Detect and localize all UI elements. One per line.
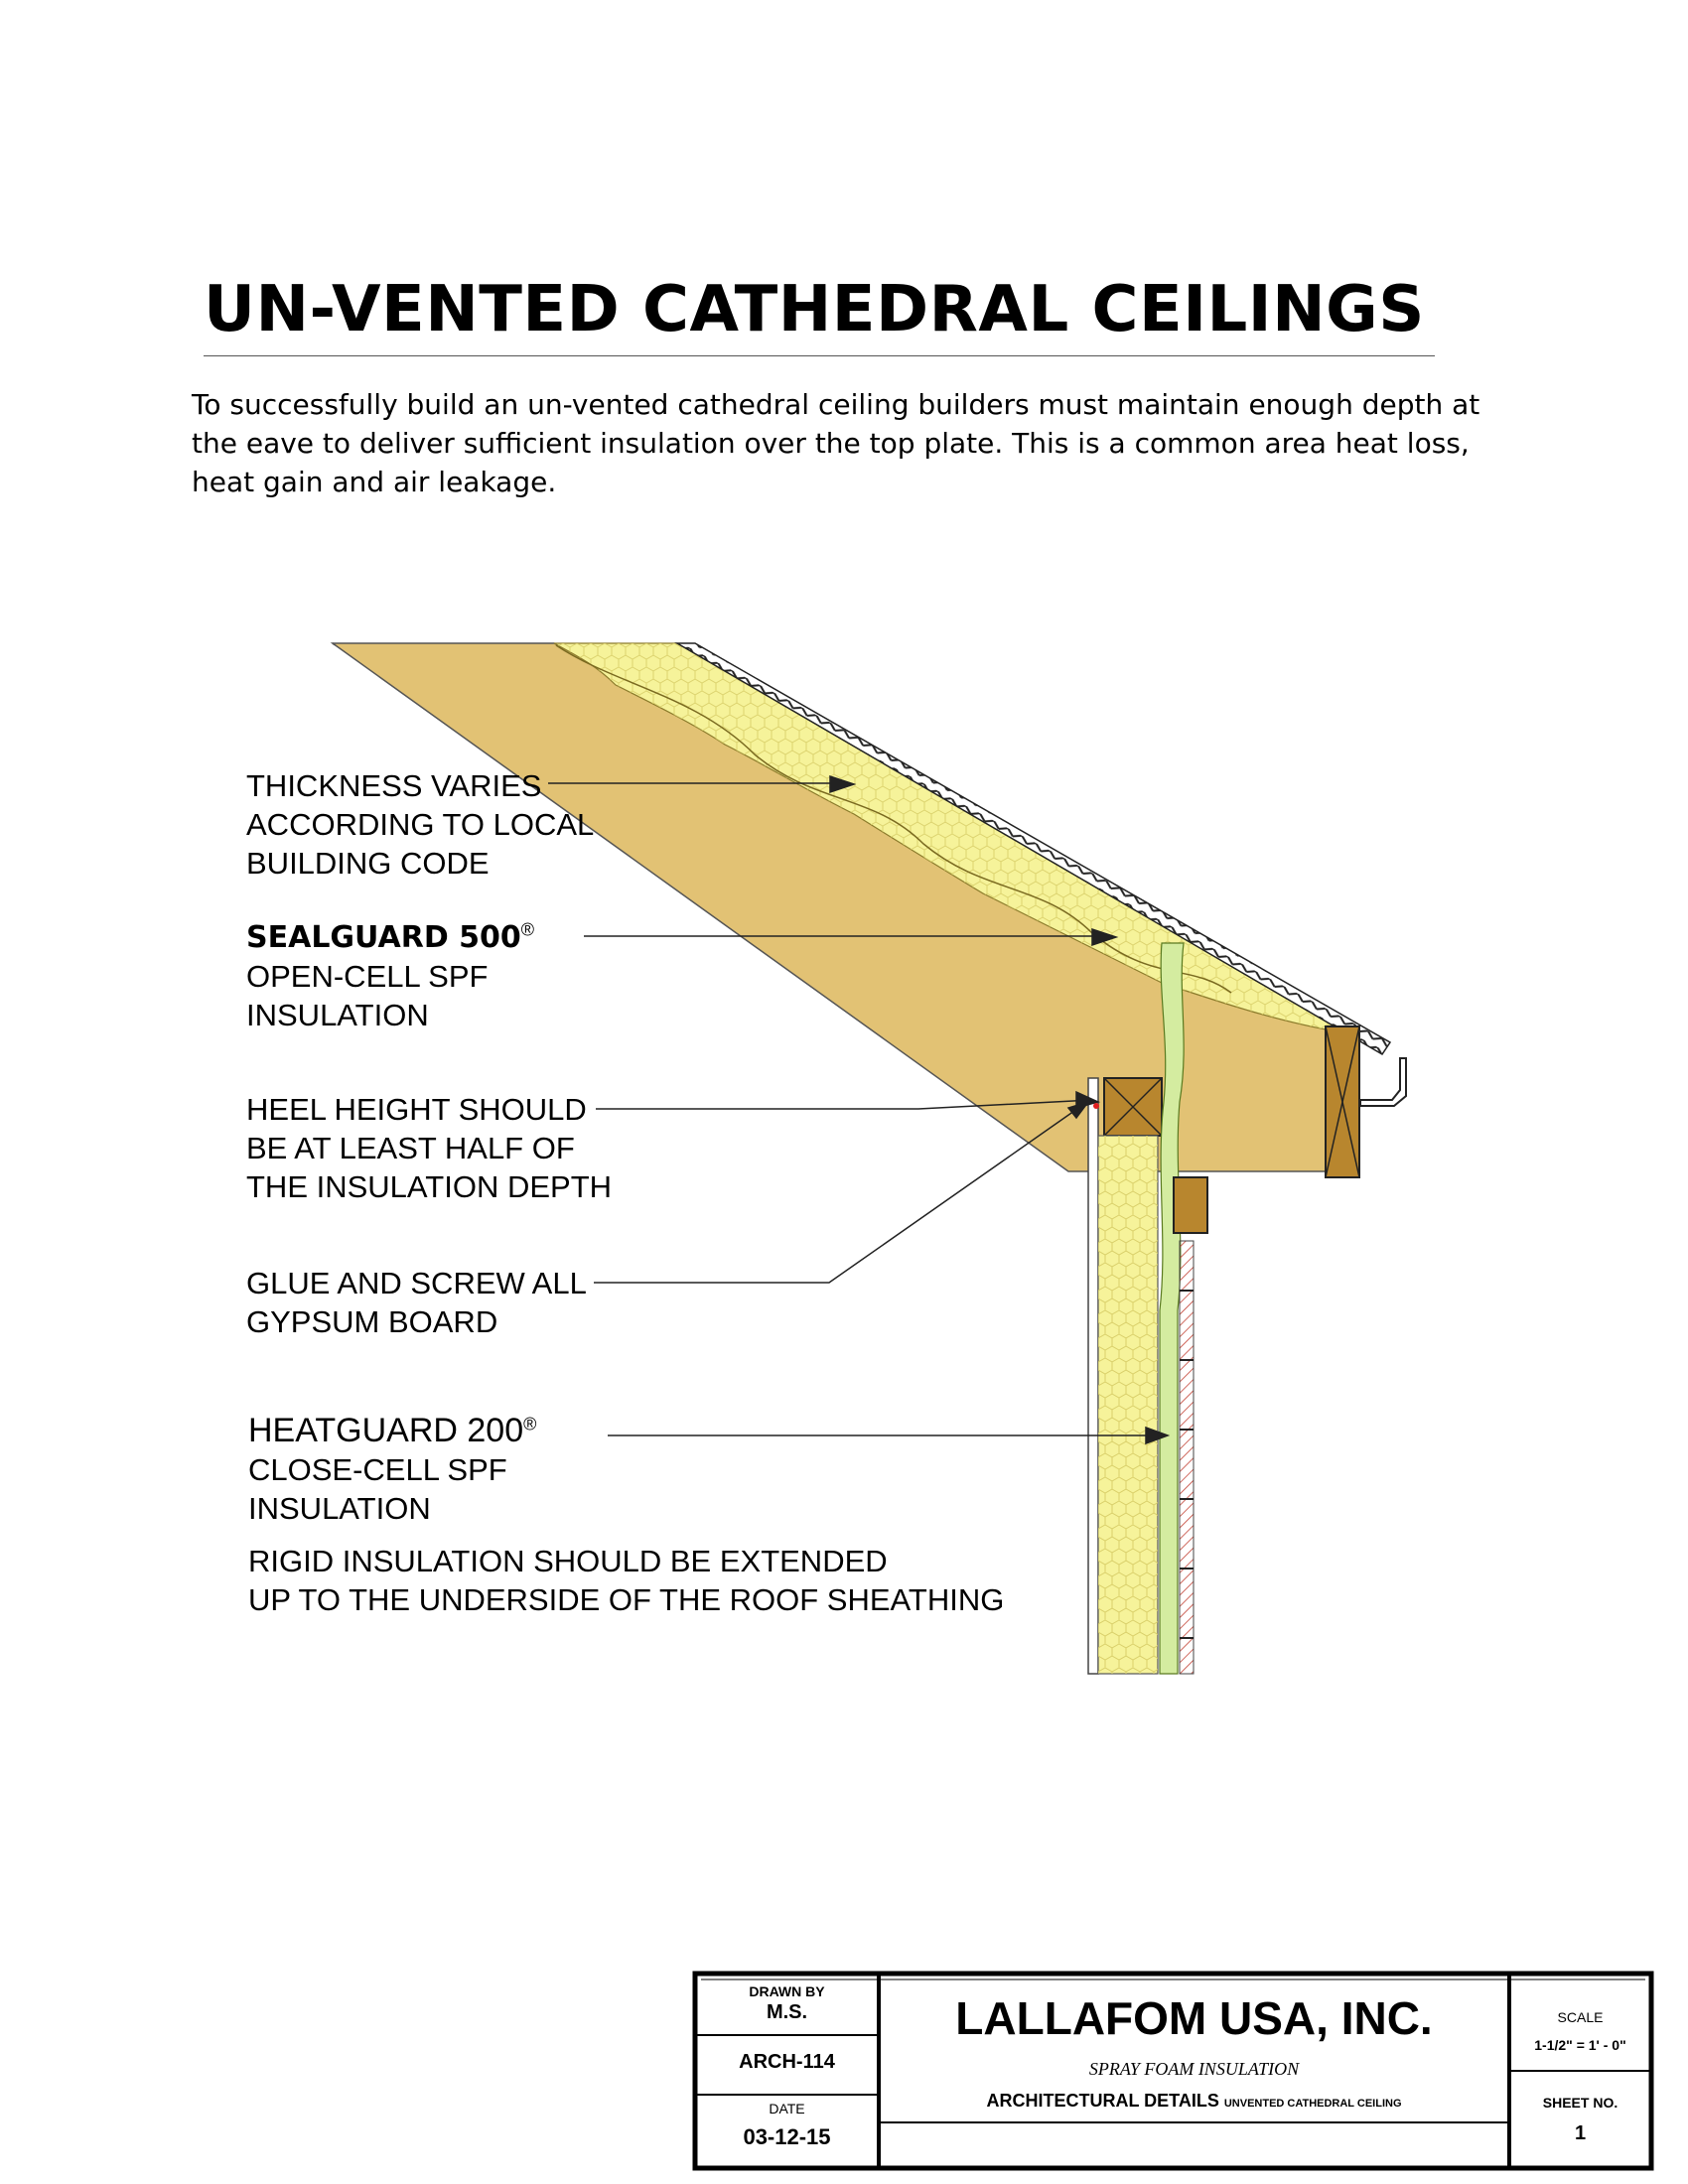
callout-thickness-line: BUILDING CODE bbox=[246, 846, 490, 881]
callout-heatguard-line: INSULATION bbox=[248, 1491, 431, 1526]
callout-heel-line: BE AT LEAST HALF OF bbox=[246, 1131, 575, 1165]
callout-rigid-line: UP TO THE UNDERSIDE OF THE ROOF SHEATHING bbox=[248, 1582, 1005, 1617]
callout-thickness-line: ACCORDING TO LOCAL bbox=[246, 807, 595, 842]
heatguard-product-name: HEATGUARD 200 bbox=[248, 1412, 524, 1449]
callout-gypsum-line: GYPSUM BOARD bbox=[246, 1304, 498, 1339]
callout-thickness-line: THICKNESS VARIES bbox=[246, 768, 542, 803]
company-name: LALLAFOM USA, INC. bbox=[955, 1992, 1433, 2044]
details-label: ARCHITECTURAL DETAILS bbox=[986, 2091, 1219, 2111]
sealguard-product-name: SEALGUARD 500 bbox=[246, 920, 521, 955]
intro-paragraph: To successfully build an un-vented cathedral ceiling builders must maintain enough depth at the eave to deliver sufficient insulation over the top plate. This is a common area heat loss, heat gain and air leakage. bbox=[192, 388, 1480, 498]
drawing-number: ARCH-114 bbox=[739, 2051, 835, 2073]
callout-sealguard-line: INSULATION bbox=[246, 998, 429, 1032]
date-value: 03-12-15 bbox=[743, 2124, 831, 2149]
callout-heel-line: HEEL HEIGHT SHOULD bbox=[246, 1092, 587, 1127]
callout-sealguard-line: OPEN-CELL SPF bbox=[246, 959, 489, 994]
callout-rigid-line: RIGID INSULATION SHOULD BE EXTENDED bbox=[248, 1544, 888, 1578]
drawn-by-label: DRAWN BY bbox=[749, 1983, 825, 1999]
page-title: UN-VENTED CATHEDRAL CEILINGS bbox=[204, 273, 1425, 346]
drawn-by-value: M.S. bbox=[766, 2001, 808, 2023]
registered-mark: ® bbox=[520, 919, 535, 940]
date-label: DATE bbox=[769, 2101, 805, 2116]
registered-mark: ® bbox=[523, 1414, 537, 1434]
details-subtitle: UNVENTED CATHEDRAL CEILING bbox=[1223, 2098, 1402, 2110]
scale-value: 1-1/2" = 1' - 0" bbox=[1534, 2037, 1626, 2053]
company-tagline: SPRAY FOAM INSULATION bbox=[1088, 2059, 1300, 2079]
callout-heatguard-line: CLOSE-CELL SPF bbox=[248, 1452, 507, 1487]
sheet-number: 1 bbox=[1574, 2122, 1587, 2144]
drawing-description bbox=[879, 2091, 1509, 2112]
callout-gypsum-line: GLUE AND SCREW ALL bbox=[246, 1266, 587, 1300]
callout-heel-line: THE INSULATION DEPTH bbox=[246, 1169, 613, 1204]
scale-label: SCALE bbox=[1557, 2009, 1604, 2025]
sheet-label: SHEET NO. bbox=[1542, 2095, 1618, 2111]
